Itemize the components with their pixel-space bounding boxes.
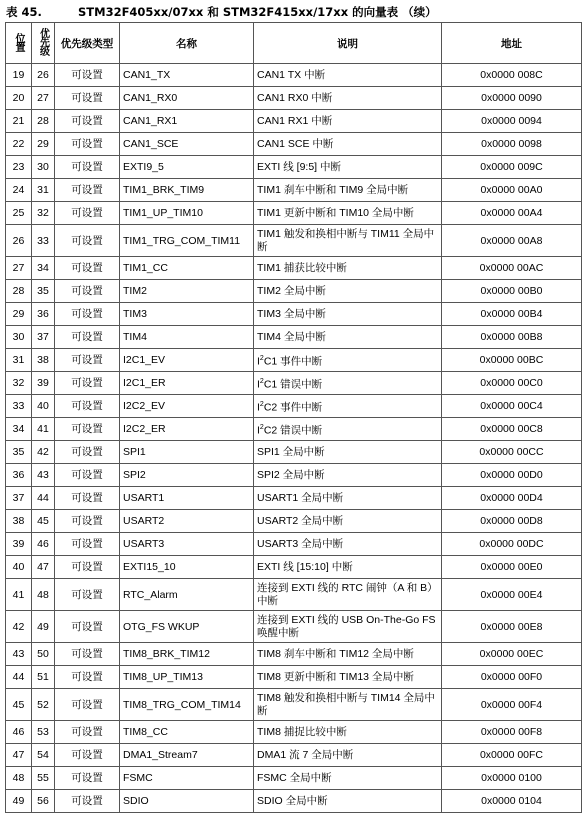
description-cell: USART3 全局中断 xyxy=(254,533,442,556)
name-cell: SDIO xyxy=(120,790,254,813)
position-cell: 38 xyxy=(6,510,32,533)
position-cell: 27 xyxy=(6,257,32,280)
priority-type-cell: 可设置 xyxy=(55,395,120,418)
position-cell: 46 xyxy=(6,721,32,744)
address-cell: 0x0000 00B4 xyxy=(442,303,582,326)
position-cell: 49 xyxy=(6,790,32,813)
position-cell: 30 xyxy=(6,326,32,349)
priority-type-cell: 可设置 xyxy=(55,487,120,510)
name-cell: CAN1_RX1 xyxy=(120,110,254,133)
address-cell: 0x0000 00BC xyxy=(442,349,582,372)
priority-cell: 52 xyxy=(32,689,55,721)
header-priority-type: 优先级类型 xyxy=(55,23,120,64)
header-name: 名称 xyxy=(120,23,254,64)
priority-cell: 40 xyxy=(32,395,55,418)
description-cell: CAN1 RX0 中断 xyxy=(254,87,442,110)
priority-type-cell: 可设置 xyxy=(55,179,120,202)
table-row xyxy=(6,418,582,441)
name-cell: TIM8_BRK_TIM12 xyxy=(120,643,254,666)
address-cell: 0x0000 00A0 xyxy=(442,179,582,202)
address-cell: 0x0000 00FC xyxy=(442,744,582,767)
priority-cell: 32 xyxy=(32,202,55,225)
position-cell: 25 xyxy=(6,202,32,225)
table-row xyxy=(6,326,582,349)
priority-type-cell: 可设置 xyxy=(55,110,120,133)
description-cell: CAN1 TX 中断 xyxy=(254,64,442,87)
description-cell: TIM8 更新中断和 TIM13 全局中断 xyxy=(254,666,442,689)
table-row xyxy=(6,280,582,303)
priority-cell: 35 xyxy=(32,280,55,303)
priority-type-cell: 可设置 xyxy=(55,326,120,349)
table-row xyxy=(6,666,582,689)
header-description: 说明 xyxy=(254,23,442,64)
address-cell: 0x0000 00D0 xyxy=(442,464,582,487)
description-cell: USART1 全局中断 xyxy=(254,487,442,510)
description-cell: TIM4 全局中断 xyxy=(254,326,442,349)
table-row xyxy=(6,372,582,395)
name-cell: CAN1_SCE xyxy=(120,133,254,156)
priority-type-cell: 可设置 xyxy=(55,464,120,487)
address-cell: 0x0000 00C4 xyxy=(442,395,582,418)
vector-table xyxy=(5,22,582,813)
name-cell: SPI2 xyxy=(120,464,254,487)
priority-cell: 33 xyxy=(32,225,55,257)
description-cell: CAN1 SCE 中断 xyxy=(254,133,442,156)
priority-cell: 43 xyxy=(32,464,55,487)
priority-type-cell: 可设置 xyxy=(55,533,120,556)
priority-type-cell: 可设置 xyxy=(55,767,120,790)
description-cell: $I^2C1$ 事件中断 xyxy=(254,349,442,372)
table-row xyxy=(6,643,582,666)
name-cell: I2C1_ER xyxy=(120,372,254,395)
address-cell: 0x0000 00F0 xyxy=(442,666,582,689)
name-cell: USART1 xyxy=(120,487,254,510)
priority-type-cell: 可设置 xyxy=(55,556,120,579)
table-row xyxy=(6,744,582,767)
table-body xyxy=(6,64,582,813)
table-row xyxy=(6,257,582,280)
priority-cell: 27 xyxy=(32,87,55,110)
table-row xyxy=(6,349,582,372)
position-cell: 20 xyxy=(6,87,32,110)
priority-type-cell: 可设置 xyxy=(55,689,120,721)
address-cell: 0x0000 00D8 xyxy=(442,510,582,533)
table-row xyxy=(6,689,582,721)
name-cell: SPI1 xyxy=(120,441,254,464)
priority-cell: 30 xyxy=(32,156,55,179)
name-cell: I2C2_ER xyxy=(120,418,254,441)
position-cell: 44 xyxy=(6,666,32,689)
priority-type-cell: 可设置 xyxy=(55,87,120,110)
description-cell: $I^2C1$ 错误中断 xyxy=(254,372,442,395)
table-row xyxy=(6,790,582,813)
priority-cell: 38 xyxy=(32,349,55,372)
priority-cell: 42 xyxy=(32,441,55,464)
priority-type-cell: 可设置 xyxy=(55,64,120,87)
address-cell: 0x0000 00C0 xyxy=(442,372,582,395)
table-row xyxy=(6,133,582,156)
address-cell: 0x0000 0090 xyxy=(442,87,582,110)
table-row xyxy=(6,441,582,464)
position-cell: 22 xyxy=(6,133,32,156)
description-cell: SPI2 全局中断 xyxy=(254,464,442,487)
priority-type-cell: 可设置 xyxy=(55,156,120,179)
address-cell: 0x0000 008C xyxy=(442,64,582,87)
name-cell: TIM2 xyxy=(120,280,254,303)
table-row xyxy=(6,533,582,556)
address-cell: 0x0000 00CC xyxy=(442,441,582,464)
description-cell: TIM1 捕获比较中断 xyxy=(254,257,442,280)
address-cell: 0x0000 00F4 xyxy=(442,689,582,721)
table-row xyxy=(6,87,582,110)
address-cell: 0x0000 00DC xyxy=(442,533,582,556)
priority-type-cell: 可设置 xyxy=(55,225,120,257)
description-cell: $I^2C2$ 错误中断 xyxy=(254,418,442,441)
name-cell: I2C2_EV xyxy=(120,395,254,418)
priority-cell: 39 xyxy=(32,372,55,395)
name-cell: TIM1_UP_TIM10 xyxy=(120,202,254,225)
table-row xyxy=(6,225,582,257)
table-row xyxy=(6,202,582,225)
position-cell: 40 xyxy=(6,556,32,579)
priority-type-cell: 可设置 xyxy=(55,721,120,744)
table-row xyxy=(6,156,582,179)
priority-type-cell: 可设置 xyxy=(55,349,120,372)
description-cell: FSMC 全局中断 xyxy=(254,767,442,790)
position-cell: 23 xyxy=(6,156,32,179)
description-cell: TIM2 全局中断 xyxy=(254,280,442,303)
priority-cell: 44 xyxy=(32,487,55,510)
position-cell: 29 xyxy=(6,303,32,326)
priority-type-cell: 可设置 xyxy=(55,418,120,441)
priority-type-cell: 可设置 xyxy=(55,611,120,643)
position-cell: 28 xyxy=(6,280,32,303)
address-cell: 0x0000 00E4 xyxy=(442,579,582,611)
priority-type-cell: 可设置 xyxy=(55,510,120,533)
description-cell: TIM8 刹车中断和 TIM12 全局中断 xyxy=(254,643,442,666)
description-cell: TIM3 全局中断 xyxy=(254,303,442,326)
description-cell: EXTI 线 [15:10] 中断 xyxy=(254,556,442,579)
address-cell: 0x0000 0104 xyxy=(442,790,582,813)
priority-cell: 54 xyxy=(32,744,55,767)
table-row xyxy=(6,179,582,202)
table-row xyxy=(6,556,582,579)
address-cell: 0x0000 00F8 xyxy=(442,721,582,744)
priority-cell: 56 xyxy=(32,790,55,813)
name-cell: CAN1_TX xyxy=(120,64,254,87)
position-cell: 37 xyxy=(6,487,32,510)
priority-type-cell: 可设置 xyxy=(55,579,120,611)
name-cell: TIM1_BRK_TIM9 xyxy=(120,179,254,202)
description-cell: TIM1 更新中断和 TIM10 全局中断 xyxy=(254,202,442,225)
priority-cell: 34 xyxy=(32,257,55,280)
priority-cell: 51 xyxy=(32,666,55,689)
table-row xyxy=(6,611,582,643)
address-cell: 0x0000 00A8 xyxy=(442,225,582,257)
address-cell: 0x0000 00AC xyxy=(442,257,582,280)
description-cell: TIM1 刹车中断和 TIM9 全局中断 xyxy=(254,179,442,202)
description-cell: SPI1 全局中断 xyxy=(254,441,442,464)
name-cell: FSMC xyxy=(120,767,254,790)
table-row xyxy=(6,395,582,418)
priority-type-cell: 可设置 xyxy=(55,280,120,303)
name-cell: TIM4 xyxy=(120,326,254,349)
name-cell: USART3 xyxy=(120,533,254,556)
table-row xyxy=(6,721,582,744)
description-cell: TIM8 触发和换相中断与 TIM14 全局中断 xyxy=(254,689,442,721)
address-cell: 0x0000 00B0 xyxy=(442,280,582,303)
position-cell: 41 xyxy=(6,579,32,611)
name-cell: TIM8_TRG_COM_TIM14 xyxy=(120,689,254,721)
name-cell: DMA1_Stream7 xyxy=(120,744,254,767)
position-cell: 19 xyxy=(6,64,32,87)
position-cell: 42 xyxy=(6,611,32,643)
position-cell: 32 xyxy=(6,372,32,395)
table-row xyxy=(6,510,582,533)
priority-type-cell: 可设置 xyxy=(55,744,120,767)
table-row xyxy=(6,110,582,133)
description-cell: $I^2C2$ 事件中断 xyxy=(254,395,442,418)
address-cell: 0x0000 00EC xyxy=(442,643,582,666)
priority-cell: 37 xyxy=(32,326,55,349)
table-row xyxy=(6,464,582,487)
priority-cell: 29 xyxy=(32,133,55,156)
priority-cell: 49 xyxy=(32,611,55,643)
position-cell: 34 xyxy=(6,418,32,441)
address-cell: 0x0000 00A4 xyxy=(442,202,582,225)
priority-type-cell: 可设置 xyxy=(55,643,120,666)
header-priority: 优先级 xyxy=(32,23,55,64)
table-row xyxy=(6,579,582,611)
name-cell: RTC_Alarm xyxy=(120,579,254,611)
position-cell: 39 xyxy=(6,533,32,556)
position-cell: 45 xyxy=(6,689,32,721)
priority-cell: 36 xyxy=(32,303,55,326)
priority-type-cell: 可设置 xyxy=(55,303,120,326)
address-cell: 0x0000 0094 xyxy=(442,110,582,133)
name-cell: I2C1_EV xyxy=(120,349,254,372)
address-cell: 0x0000 0100 xyxy=(442,767,582,790)
description-cell: CAN1 RX1 中断 xyxy=(254,110,442,133)
name-cell: USART2 xyxy=(120,510,254,533)
table-row xyxy=(6,487,582,510)
table-header-row xyxy=(6,23,582,64)
address-cell: 0x0000 009C xyxy=(442,156,582,179)
priority-cell: 50 xyxy=(32,643,55,666)
name-cell: TIM8_UP_TIM13 xyxy=(120,666,254,689)
description-cell: TIM8 捕捉比较中断 xyxy=(254,721,442,744)
table-caption xyxy=(6,3,437,21)
position-cell: 31 xyxy=(6,349,32,372)
address-cell: 0x0000 00C8 xyxy=(442,418,582,441)
description-cell: TIM1 触发和换相中断与 TIM11 全局中断 xyxy=(254,225,442,257)
description-cell: 连接到 EXTI 线的 RTC 闹钟（A 和 B）中断 xyxy=(254,579,442,611)
priority-cell: 45 xyxy=(32,510,55,533)
priority-type-cell: 可设置 xyxy=(55,257,120,280)
description-cell: EXTI 线 [9:5] 中断 xyxy=(254,156,442,179)
priority-type-cell: 可设置 xyxy=(55,790,120,813)
position-cell: 26 xyxy=(6,225,32,257)
position-cell: 24 xyxy=(6,179,32,202)
name-cell: TIM1_CC xyxy=(120,257,254,280)
name-cell: EXTI9_5 xyxy=(120,156,254,179)
priority-type-cell: 可设置 xyxy=(55,202,120,225)
position-cell: 48 xyxy=(6,767,32,790)
position-cell: 47 xyxy=(6,744,32,767)
name-cell: TIM3 xyxy=(120,303,254,326)
name-cell: OTG_FS WKUP xyxy=(120,611,254,643)
position-cell: 36 xyxy=(6,464,32,487)
priority-cell: 28 xyxy=(32,110,55,133)
name-cell: CAN1_RX0 xyxy=(120,87,254,110)
table-row xyxy=(6,64,582,87)
position-cell: 43 xyxy=(6,643,32,666)
name-cell: EXTI15_10 xyxy=(120,556,254,579)
position-cell: 21 xyxy=(6,110,32,133)
priority-cell: 31 xyxy=(32,179,55,202)
name-cell: TIM1_TRG_COM_TIM11 xyxy=(120,225,254,257)
priority-cell: 55 xyxy=(32,767,55,790)
position-cell: 33 xyxy=(6,395,32,418)
table-row xyxy=(6,303,582,326)
description-cell: 连接到 EXTI 线的 USB On-The-Go FS 唤醒中断 xyxy=(254,611,442,643)
priority-cell: 26 xyxy=(32,64,55,87)
description-cell: SDIO 全局中断 xyxy=(254,790,442,813)
table-row xyxy=(6,767,582,790)
header-address: 地址 xyxy=(442,23,582,64)
priority-type-cell: 可设置 xyxy=(55,372,120,395)
name-cell: TIM8_CC xyxy=(120,721,254,744)
priority-cell: 41 xyxy=(32,418,55,441)
description-cell: USART2 全局中断 xyxy=(254,510,442,533)
table-number: 表 45. xyxy=(6,5,42,19)
address-cell: 0x0000 00E8 xyxy=(442,611,582,643)
header-position: 位置 xyxy=(6,23,32,64)
address-cell: 0x0000 00B8 xyxy=(442,326,582,349)
priority-type-cell: 可设置 xyxy=(55,133,120,156)
priority-type-cell: 可设置 xyxy=(55,441,120,464)
address-cell: 0x0000 00E0 xyxy=(442,556,582,579)
table-title: STM32F405xx/07xx 和 STM32F415xx/17xx 的向量表 （续） xyxy=(78,5,437,19)
address-cell: 0x0000 0098 xyxy=(442,133,582,156)
priority-cell: 48 xyxy=(32,579,55,611)
position-cell: 35 xyxy=(6,441,32,464)
priority-type-cell: 可设置 xyxy=(55,666,120,689)
priority-cell: 53 xyxy=(32,721,55,744)
address-cell: 0x0000 00D4 xyxy=(442,487,582,510)
priority-cell: 47 xyxy=(32,556,55,579)
description-cell: DMA1 流 7 全局中断 xyxy=(254,744,442,767)
priority-cell: 46 xyxy=(32,533,55,556)
